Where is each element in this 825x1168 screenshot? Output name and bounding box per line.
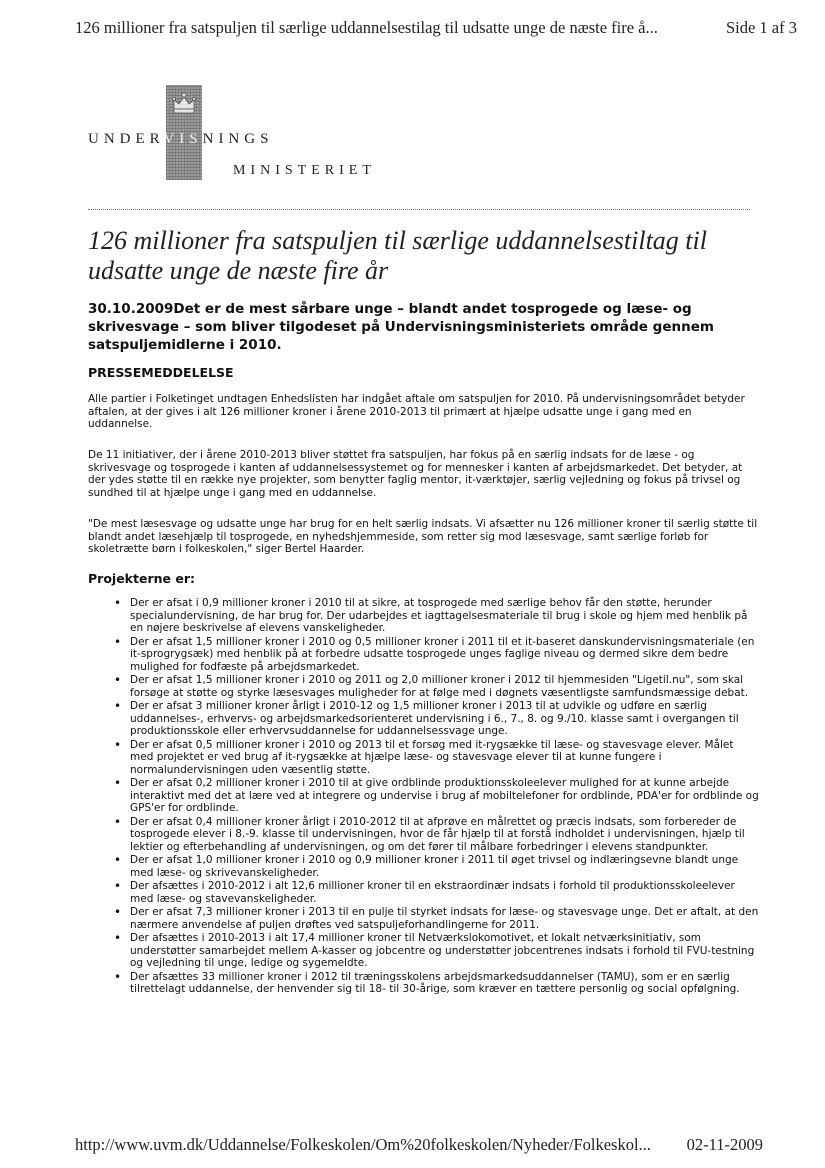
article-lead: 30.10.2009Det er de mest sårbare unge – blandt andet tosprogede og læse- og skrivesvage – som bliver tilgodeset på Undervisningsministeriets område gennem satspuljemidlerne i 2010. [88,301,714,353]
projects-list [112,597,760,997]
paragraph-2: De 11 initiativer, der i årene 2010-2013 bliver støttet fra satspuljen, har fokus på en særlig indsats for de læse - og skrivesvage og tosprogede i kanten af uddannelsessystemet og for mennesker i kanten af arbejdsmarkedet. Det betyder, at der ydes støtte til en række nye projekter, som benytter faglig mentor, it-værktøjer, særlig vejledning og fokus på trivsel og sundhed til at hjælpe unge i gang med en uddannelse. [88,449,743,499]
list-item: • Der afsættes i 2010-2012 i alt 12,6 millioner kroner til en ekstraordinær indsats i forhold til produktionsskoleelever med læse- og stavevanskeligheder. [112,880,760,905]
logo-word-part-inverted: VIS [163,131,203,147]
paragraph-1: Alle partier i Folketinget undtagen Enhedslisten har indgået aftale om satspuljen for 2010. På undervisningsområdet betyder aftalen, at der gives i alt 126 millioner kroner i årene 2010-2013 til primært at hjælpe udsatte unge i gang med en uddannelse. [88,393,745,430]
list-item: • Der er afsat 1,0 millioner kroner i 2010 og 0,9 millioner kroner i 2011 til øget trivsel og indlæringsevne blandt unge med læse- og skrivevanskeligheder. [112,854,760,879]
ministry-logo [88,85,408,195]
header-divider [88,209,750,210]
list-item: • Der er afsat 7,3 millioner kroner i 2013 til en pulje til styrket indsats for læse- og stavesvage unge. Det er aftalt, at den nærmere anvendelse af puljen drøftes ved satspuljeforhandlingerne for 2011. [112,906,760,931]
print-header-title: 126 millioner fra satspuljen til særlige uddannelsestilag til udsatte unge de næste fire å... [75,18,658,37]
paragraph-3: "De mest læsesvage og udsatte unge har brug for en helt særlig indsats. Vi afsætter nu 126 millioner kroner til særlig støtte til blandt andet læsehjælp til tosprogede, en nyhedshjemmeside, som retter sig mod læsesvage, samt særlige forløb for skoletrætte børn i folkeskolen," siger Bertel Haarder. [88,518,758,555]
section-title: PRESSEMEDDELELSE [88,365,234,380]
logo-word-part: UNDER [88,131,164,147]
list-item: • Der er afsat 0,2 millioner kroner i 2010 til at give ordblinde produktionsskoleelever mulighed for at kunne arbejde interaktivt med det at lære ved at integrere og undervise i brug af mobiltelefoner for ordblinde, PDA'er for ordblinde og GPS'er for ordblinde. [112,777,760,815]
print-header [75,18,797,40]
list-item: • Der er afsat 0,4 millioner kroner årligt i 2010-2012 til at afprøve en målrettet og præcis indsats, som forbereder de tosprogede elever i 8.-9. klasse til undervisningen, hvor de får hjælp til at forstå indholdet i undervisningen, hjælp til lektier og efterbehandling af undervisningen, og om det fører til målbare forbedringer i elevens standpunkter. [112,816,760,854]
list-item: • Der er afsat 3 millioner kroner årligt i 2010-12 og 1,5 millioner kroner i 2013 til at udvikle og udføre en særlig uddannelses-, erhvervs- og arbejdsmarkedsorienteret undervisning i 6., 7., 8. og 9./10. klasse samt i overgangen til produktionsskole eller erhvervsuddannelse for uddannelsessvage unge. [112,700,760,738]
list-item: • Der er afsat 1,5 millioner kroner i 2010 og 2011 og 2,0 millioner kroner i 2012 til hjemmesiden "Ligetil.nu", som skal forsøge at støtte og styrke læsesvages muligheder for at følge med i døgnets væsentligste samfundsmæssige debat. [112,674,760,699]
logo-wordmark-top [88,131,273,148]
print-header-page: Side 1 af 3 [725,18,797,37]
print-footer [75,1135,763,1157]
list-item: • Der afsættes i 2010-2013 i alt 17,4 millioner kroner til Netværkslokomotivet, et lokalt netværksinitiativ, som understøtter samarbejdet mellem A-kasser og jobcentre og understøtter jobcentrenes indsats i forhold til FVU-testning og vejledning til unge, ledige og sygemeldte. [112,932,760,970]
print-footer-url: http://www.uvm.dk/Uddannelse/Folkeskolen/Om%20folkeskolen/Nyheder/Folkeskol... [75,1135,651,1154]
list-item: • Der er afsat 1,5 millioner kroner i 2010 og 0,5 millioner kroner i 2011 til et it-baseret danskundervisningsmateriale (en it-sprogrygsæk) med henblik på at forbedre udsatte tosprogede unges faglige niveau og dermed sikre dem bedre mulighed for fodfæste på arbejdsmarkedet. [112,636,760,674]
list-item: • Der er afsat 0,5 millioner kroner i 2010 og 2013 til et forsøg med it-rygsække til læse- og stavesvage elever. Målet med projektet er ved brug af it-rygsække at hjælpe læse- og stavesvage elever til at kunne fungere i normalundervisningen uden væsentlig støtte. [112,739,760,777]
logo-word-part: NINGS [202,131,274,147]
crown-icon [171,91,197,117]
list-item: • Der er afsat i 0,9 millioner kroner i 2010 til at sikre, at tosprogede med særlige behov får den støtte, herunder specialundervisning, de har brug for. Der udarbejdes et iagttagelsesmateriale til brug i skole og hjem med henblik på en nøjere beskrivelse af elevens vanskeligheder. [112,597,760,635]
projects-title: Projekterne er: [88,571,195,586]
logo-wordmark-bottom: MINISTERIET [233,163,376,178]
article-title: 126 millioner fra satspuljen til særlige uddannelsestiltag til udsatte unge de næste fire år [88,226,707,285]
list-item: • Der afsættes 33 millioner kroner i 2012 til træningsskolens arbejdsmarkedsuddannelser (TAMU), som er en særlig tilrettelagt uddannelse, der henvender sig til 18- til 30-årige, som kræver en tættere personlig og social opfølgning. [112,971,760,996]
print-footer-date: 02-11-2009 [686,1135,763,1154]
